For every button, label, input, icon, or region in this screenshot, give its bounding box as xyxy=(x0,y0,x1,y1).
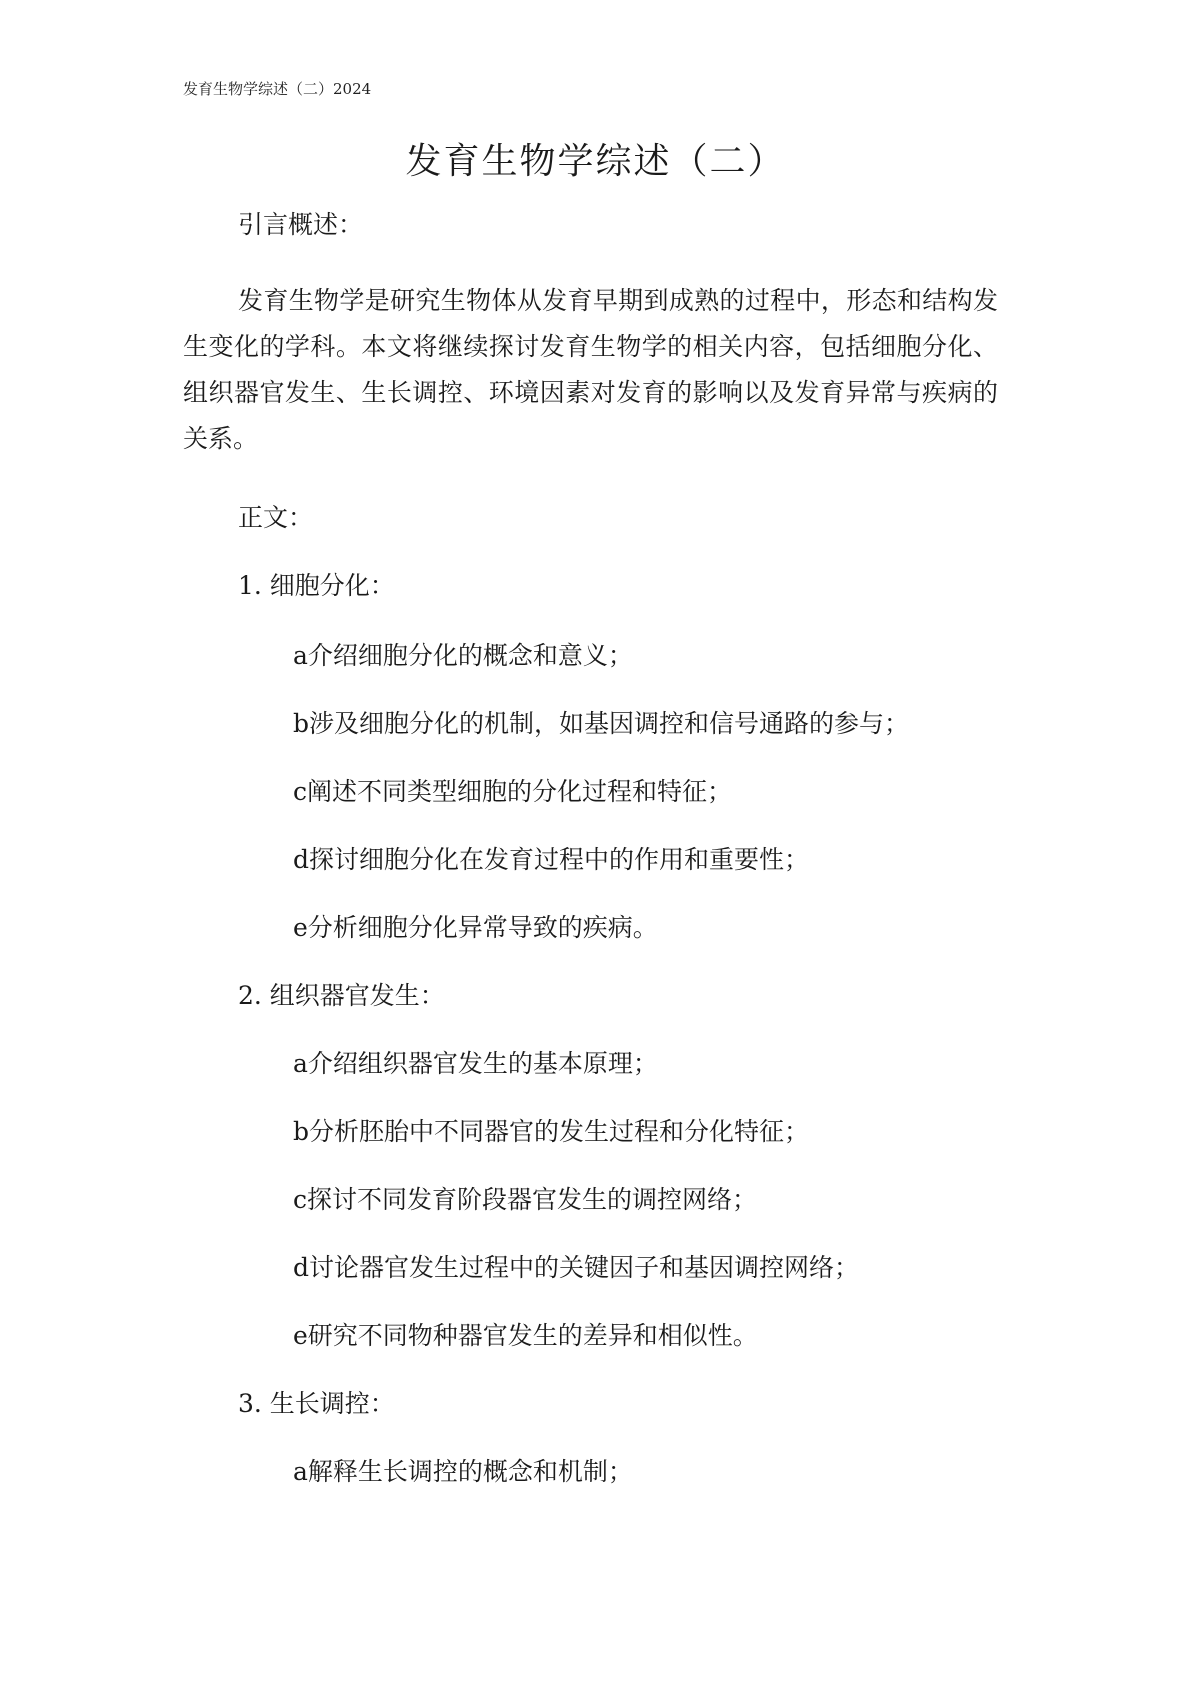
section-heading: 3. 生长调控： xyxy=(238,1389,395,1418)
document-title: 发育生物学综述（二） xyxy=(405,141,786,182)
intro-paragraph: 发育生物学是研究生物体从发育早期到成熟的过程中，形态和结构发生变化的学科。本文将继续探讨发育生物学的相关内容，包括细胞分化、组织器官发生、生长调控、环境因素对发育的影响以及发育异常与疾病的关系。 xyxy=(183,286,998,453)
list-item: e研究不同物种器官发生的差异和相似性。 xyxy=(293,1321,758,1350)
list-item: d讨论器官发生过程中的关键因子和基因调控网络； xyxy=(293,1253,860,1282)
list-item: c阐述不同类型细胞的分化过程和特征； xyxy=(293,777,733,806)
list-item: a介绍细胞分化的概念和意义； xyxy=(293,641,633,670)
section-heading: 1. 细胞分化： xyxy=(238,571,395,600)
list-item: e分析细胞分化异常导致的疾病。 xyxy=(293,913,658,942)
list-item: c探讨不同发育阶段器官发生的调控网络； xyxy=(293,1185,758,1214)
list-item: b涉及细胞分化的机制，如基因调控和信号通路的参与； xyxy=(293,709,910,738)
list-item: d探讨细胞分化在发育过程中的作用和重要性； xyxy=(293,845,810,874)
intro-heading: 引言概述： xyxy=(238,210,364,239)
list-item: a介绍组织器官发生的基本原理； xyxy=(293,1049,658,1078)
body-heading: 正文： xyxy=(238,503,314,532)
list-item: b分析胚胎中不同器官的发生过程和分化特征； xyxy=(293,1117,810,1146)
list-item: a解释生长调控的概念和机制； xyxy=(293,1457,633,1486)
section-heading: 2. 组织器官发生： xyxy=(238,981,445,1010)
running-header: 发育生物学综述（二）2024 xyxy=(183,80,372,98)
